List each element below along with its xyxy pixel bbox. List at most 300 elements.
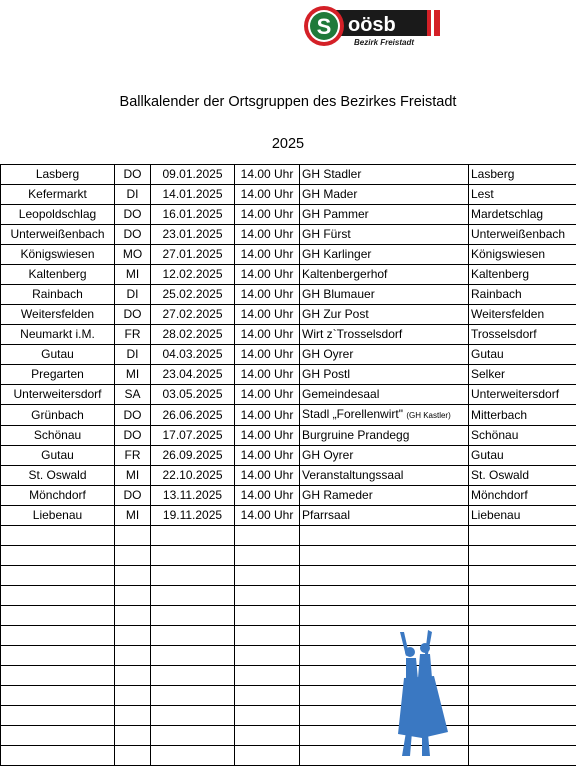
weekday-cell-text: DO: [123, 227, 142, 241]
logo-subtitle: Bezirk Freistadt: [354, 38, 415, 47]
venue-note-text: (GH Kastler): [406, 411, 451, 420]
venue-cell: [300, 385, 469, 405]
venue-cell-text: Pfarrsaal: [302, 508, 351, 522]
place-cell: [1, 225, 115, 245]
venue-cell-text: Gemeindesaal: [302, 387, 380, 401]
time-cell: [235, 165, 300, 185]
place-cell: [1, 345, 115, 365]
venue-cell-text: GH Rameder: [302, 488, 373, 502]
time-cell: [235, 385, 300, 405]
venue-location-cell-text: Mitterbach: [471, 407, 528, 422]
empty-cell: [235, 606, 300, 626]
time-cell-text: 14.00 Uhr: [240, 327, 294, 341]
weekday-cell: [115, 426, 151, 446]
venue-location-cell: [469, 405, 576, 426]
date-cell-text: 19.11.2025: [162, 508, 223, 522]
event-row: [1, 285, 576, 305]
empty-cell: [469, 746, 576, 766]
venue-cell-text: Stadl „Forellenwirt": [302, 407, 403, 421]
event-row: [1, 165, 576, 185]
venue-location-cell-text: Unterweißenbach: [471, 227, 566, 241]
date-cell: [151, 426, 235, 446]
time-cell-text: 14.00 Uhr: [240, 207, 294, 221]
event-row: [1, 205, 576, 225]
weekday-cell-text: DO: [123, 428, 142, 442]
date-cell-text: 26.09.2025: [162, 448, 223, 462]
weekday-cell-text: MI: [125, 267, 140, 281]
weekday-cell: [115, 265, 151, 285]
empty-cell: [151, 666, 235, 686]
place-cell-text: Schönau: [33, 428, 82, 442]
venue-location-cell-text: Kaltenberg: [471, 267, 530, 281]
place-cell: [1, 486, 115, 506]
time-cell: [235, 466, 300, 486]
empty-cell: [469, 706, 576, 726]
venue-cell-text: GH Karlinger: [302, 247, 372, 261]
weekday-cell-text: FR: [124, 327, 141, 341]
time-cell: [235, 446, 300, 466]
empty-cell: [300, 606, 469, 626]
empty-cell: [151, 566, 235, 586]
venue-cell-text: GH Oyrer: [302, 347, 354, 361]
empty-cell: [115, 526, 151, 546]
event-row: [1, 466, 576, 486]
time-cell: [235, 245, 300, 265]
event-row: [1, 245, 576, 265]
weekday-cell: [115, 165, 151, 185]
event-row: [1, 345, 576, 365]
date-cell-text: 26.06.2025: [162, 407, 223, 422]
venue-cell-text: GH Oyrer: [302, 448, 354, 462]
venue-location-cell: [469, 365, 576, 385]
place-cell: [1, 405, 115, 426]
venue-location-cell-text: Liebenau: [471, 508, 521, 522]
time-cell-text: 14.00 Uhr: [240, 247, 294, 261]
weekday-cell: [115, 405, 151, 426]
date-cell-text: 28.02.2025: [162, 327, 223, 341]
page-title: Ballkalender der Ortsgruppen des Bezirkes Freistadt: [119, 94, 457, 110]
place-cell: [1, 506, 115, 526]
place-cell-text: Kefermarkt: [28, 187, 87, 201]
place-cell-text: St. Oswald: [28, 468, 87, 482]
venue-location-cell-text: Mönchdorf: [471, 488, 528, 502]
venue-location-cell-text: Selker: [471, 367, 506, 381]
empty-cell: [115, 726, 151, 746]
time-cell-text: 14.00 Uhr: [240, 187, 294, 201]
empty-row: [1, 586, 576, 606]
date-cell: [151, 446, 235, 466]
weekday-cell-text: MI: [125, 508, 140, 522]
venue-cell-text: GH Mader: [302, 187, 358, 201]
empty-cell: [235, 526, 300, 546]
date-cell: [151, 385, 235, 405]
empty-cell: [235, 626, 300, 646]
place-cell: [1, 466, 115, 486]
event-row: [1, 486, 576, 506]
place-cell-text: Pregarten: [31, 367, 84, 381]
time-cell-text: 14.00 Uhr: [240, 407, 294, 422]
date-cell: [151, 165, 235, 185]
venue-cell-text: GH Blumauer: [302, 287, 375, 301]
date-cell: [151, 365, 235, 385]
empty-cell: [235, 686, 300, 706]
date-cell-text: 14.01.2025: [162, 187, 223, 201]
time-cell: [235, 365, 300, 385]
time-cell-text: 14.00 Uhr: [240, 367, 294, 381]
weekday-cell-text: FR: [124, 448, 141, 462]
weekday-cell-text: MO: [122, 247, 143, 261]
venue-cell: [300, 426, 469, 446]
date-cell-text: 27.02.2025: [162, 307, 223, 321]
weekday-cell-text: DO: [123, 307, 142, 321]
event-row: [1, 265, 576, 285]
place-cell: [1, 245, 115, 265]
empty-row: [1, 726, 576, 746]
weekday-cell: [115, 385, 151, 405]
empty-cell: [151, 526, 235, 546]
event-row: [1, 446, 576, 466]
empty-cell: [115, 546, 151, 566]
venue-location-cell: [469, 265, 576, 285]
empty-cell: [151, 606, 235, 626]
place-cell-text: Unterweitersdorf: [13, 387, 102, 401]
venue-cell-text: GH Fürst: [302, 227, 351, 241]
calendar-body: [1, 165, 576, 766]
date-cell-text: 03.05.2025: [162, 387, 223, 401]
date-cell: [151, 486, 235, 506]
empty-cell: [469, 566, 576, 586]
empty-cell: [115, 646, 151, 666]
date-cell-text: 13.11.2025: [162, 488, 223, 502]
venue-cell-text: Veranstaltungssaal: [302, 468, 404, 482]
time-cell-text: 14.00 Uhr: [240, 488, 294, 502]
place-cell: [1, 426, 115, 446]
place-cell: [1, 205, 115, 225]
logo-brand: oösb: [348, 14, 396, 36]
time-cell-text: 14.00 Uhr: [240, 267, 294, 281]
ball-calendar-table: [0, 164, 576, 766]
venue-cell: [300, 486, 469, 506]
weekday-cell-text: DI: [126, 287, 139, 301]
empty-cell: [235, 746, 300, 766]
empty-cell: [1, 706, 115, 726]
venue-cell: [300, 466, 469, 486]
venue-location-cell: [469, 205, 576, 225]
weekday-cell: [115, 506, 151, 526]
empty-cell: [300, 526, 469, 546]
place-cell-text: Unterweißenbach: [10, 227, 105, 241]
place-cell-text: Königswiesen: [20, 247, 95, 261]
empty-cell: [300, 586, 469, 606]
empty-cell: [115, 566, 151, 586]
empty-cell: [469, 646, 576, 666]
venue-cell-text: GH Postl: [302, 367, 351, 381]
empty-cell: [1, 566, 115, 586]
weekday-cell-text: MI: [125, 367, 140, 381]
time-cell-text: 14.00 Uhr: [240, 468, 294, 482]
empty-cell: [235, 546, 300, 566]
logo-letter: S: [316, 14, 332, 39]
date-cell-text: 22.10.2025: [162, 468, 223, 482]
weekday-cell: [115, 245, 151, 265]
empty-cell: [469, 546, 576, 566]
venue-cell: [300, 365, 469, 385]
empty-row: [1, 546, 576, 566]
date-cell: [151, 506, 235, 526]
date-cell-text: 23.01.2025: [162, 227, 223, 241]
place-cell: [1, 446, 115, 466]
empty-row: [1, 606, 576, 626]
venue-location-cell: [469, 305, 576, 325]
empty-cell: [300, 566, 469, 586]
time-cell: [235, 305, 300, 325]
weekday-cell-text: DO: [123, 167, 142, 181]
empty-cell: [469, 526, 576, 546]
venue-cell: [300, 325, 469, 345]
empty-cell: [151, 726, 235, 746]
event-row: [1, 325, 576, 345]
empty-row: [1, 746, 576, 766]
venue-cell: [300, 405, 469, 426]
venue-cell: [300, 446, 469, 466]
empty-cell: [115, 666, 151, 686]
venue-location-cell: [469, 285, 576, 305]
empty-cell: [469, 686, 576, 706]
venue-location-cell-text: Rainbach: [471, 287, 522, 301]
venue-cell-text: Kaltenbergerhof: [302, 267, 388, 281]
empty-cell: [235, 726, 300, 746]
time-cell-text: 14.00 Uhr: [240, 287, 294, 301]
empty-cell: [469, 726, 576, 746]
venue-location-cell: [469, 185, 576, 205]
empty-cell: [235, 646, 300, 666]
date-cell: [151, 466, 235, 486]
empty-cell: [235, 666, 300, 686]
time-cell: [235, 405, 300, 426]
empty-cell: [151, 626, 235, 646]
empty-cell: [1, 646, 115, 666]
date-cell-text: 23.04.2025: [162, 367, 223, 381]
venue-location-cell: [469, 385, 576, 405]
venue-location-cell-text: Gutau: [471, 347, 504, 361]
venue-cell: [300, 305, 469, 325]
weekday-cell: [115, 205, 151, 225]
empty-row: [1, 626, 576, 646]
place-cell-text: Weitersfelden: [20, 307, 95, 321]
time-cell: [235, 205, 300, 225]
empty-cell: [151, 646, 235, 666]
event-row: [1, 305, 576, 325]
venue-location-cell-text: Trosselsdorf: [471, 327, 537, 341]
date-cell: [151, 265, 235, 285]
venue-location-cell-text: Unterweitersdorf: [471, 387, 560, 401]
venue-location-cell: [469, 245, 576, 265]
time-cell: [235, 185, 300, 205]
time-cell-text: 14.00 Uhr: [240, 347, 294, 361]
date-cell: [151, 245, 235, 265]
empty-cell: [469, 586, 576, 606]
date-cell: [151, 205, 235, 225]
date-cell: [151, 285, 235, 305]
venue-location-cell-text: Lasberg: [471, 167, 515, 181]
empty-cell: [151, 686, 235, 706]
venue-location-cell-text: Gutau: [471, 448, 504, 462]
empty-cell: [151, 706, 235, 726]
time-cell-text: 14.00 Uhr: [240, 227, 294, 241]
venue-location-cell-text: Königswiesen: [471, 247, 546, 261]
venue-cell-text: GH Zur Post: [302, 307, 369, 321]
place-cell-text: Neumarkt i.M.: [20, 327, 95, 341]
venue-cell: [300, 345, 469, 365]
empty-cell: [235, 566, 300, 586]
time-cell: [235, 285, 300, 305]
empty-cell: [115, 586, 151, 606]
weekday-cell: [115, 446, 151, 466]
weekday-cell: [115, 185, 151, 205]
weekday-cell-text: DI: [126, 187, 139, 201]
place-cell-text: Rainbach: [32, 287, 83, 301]
date-cell: [151, 305, 235, 325]
empty-cell: [1, 586, 115, 606]
event-row: [1, 506, 576, 526]
empty-cell: [469, 606, 576, 626]
place-cell: [1, 365, 115, 385]
time-cell: [235, 426, 300, 446]
empty-row: [1, 686, 576, 706]
date-cell: [151, 345, 235, 365]
time-cell: [235, 265, 300, 285]
date-cell-text: 17.07.2025: [162, 428, 223, 442]
weekday-cell: [115, 466, 151, 486]
place-cell: [1, 385, 115, 405]
empty-row: [1, 666, 576, 686]
empty-cell: [151, 586, 235, 606]
date-cell-text: 27.01.2025: [162, 247, 223, 261]
event-row: [1, 385, 576, 405]
time-cell-text: 14.00 Uhr: [240, 428, 294, 442]
time-cell: [235, 345, 300, 365]
time-cell-text: 14.00 Uhr: [240, 508, 294, 522]
venue-cell: [300, 245, 469, 265]
weekday-cell: [115, 365, 151, 385]
weekday-cell-text: DO: [123, 488, 142, 502]
empty-cell: [115, 686, 151, 706]
empty-cell: [1, 686, 115, 706]
place-cell: [1, 285, 115, 305]
weekday-cell: [115, 285, 151, 305]
venue-location-cell: [469, 165, 576, 185]
place-cell-text: Gutau: [41, 347, 74, 361]
time-cell-text: 14.00 Uhr: [240, 387, 294, 401]
place-cell-text: Lasberg: [35, 167, 80, 181]
date-cell-text: 09.01.2025: [162, 167, 223, 181]
empty-cell: [115, 746, 151, 766]
weekday-cell: [115, 325, 151, 345]
place-cell-text: Kaltenberg: [28, 267, 87, 281]
date-cell-text: 16.01.2025: [162, 207, 223, 221]
empty-cell: [1, 746, 115, 766]
venue-location-cell-text: Mardetschlag: [471, 207, 544, 221]
venue-location-cell: [469, 225, 576, 245]
event-row: [1, 225, 576, 245]
venue-location-cell: [469, 466, 576, 486]
empty-cell: [115, 626, 151, 646]
empty-cell: [1, 666, 115, 686]
venue-cell: [300, 285, 469, 305]
weekday-cell-text: DI: [126, 347, 139, 361]
venue-location-cell: [469, 486, 576, 506]
time-cell-text: 14.00 Uhr: [240, 167, 294, 181]
venue-cell-text: GH Stadler: [302, 167, 362, 181]
empty-cell: [235, 586, 300, 606]
oesb-logo: [302, 4, 442, 48]
venue-location-cell: [469, 446, 576, 466]
place-cell: [1, 165, 115, 185]
venue-cell-text: Burgruine Prandegg: [302, 428, 410, 442]
place-cell-text: Grünbach: [31, 407, 84, 422]
empty-row: [1, 646, 576, 666]
empty-row: [1, 566, 576, 586]
venue-cell: [300, 205, 469, 225]
date-cell-text: 04.03.2025: [162, 347, 223, 361]
place-cell: [1, 265, 115, 285]
event-row: [1, 426, 576, 446]
time-cell: [235, 225, 300, 245]
venue-location-cell-text: St. Oswald: [471, 468, 530, 482]
weekday-cell: [115, 345, 151, 365]
place-cell-text: Liebenau: [32, 508, 83, 522]
date-cell: [151, 325, 235, 345]
venue-cell: [300, 225, 469, 245]
weekday-cell: [115, 225, 151, 245]
weekday-cell-text: DO: [123, 207, 142, 221]
date-cell-text: 25.02.2025: [162, 287, 223, 301]
weekday-cell-text: DO: [123, 407, 142, 422]
empty-cell: [1, 546, 115, 566]
venue-cell: [300, 165, 469, 185]
venue-location-cell-text: Lest: [471, 187, 494, 201]
place-cell: [1, 305, 115, 325]
venue-location-cell-text: Schönau: [471, 428, 519, 442]
venue-location-cell: [469, 506, 576, 526]
date-cell-text: 12.02.2025: [162, 267, 223, 281]
year-title: 2025: [271, 136, 305, 152]
time-cell-text: 14.00 Uhr: [240, 307, 294, 321]
date-cell: [151, 185, 235, 205]
empty-cell: [235, 706, 300, 726]
empty-cell: [115, 706, 151, 726]
venue-location-cell: [469, 325, 576, 345]
empty-row: [1, 526, 576, 546]
empty-cell: [1, 606, 115, 626]
place-cell-text: Mönchdorf: [29, 488, 86, 502]
venue-cell: [300, 185, 469, 205]
venue-location-cell: [469, 345, 576, 365]
event-row: [1, 185, 576, 205]
empty-cell: [1, 626, 115, 646]
time-cell: [235, 506, 300, 526]
empty-row: [1, 706, 576, 726]
time-cell-text: 14.00 Uhr: [240, 448, 294, 462]
empty-cell: [300, 546, 469, 566]
venue-location-cell: [469, 426, 576, 446]
place-cell-text: Leopoldschlag: [18, 207, 97, 221]
time-cell: [235, 325, 300, 345]
venue-cell-text: Wirt z`Trosselsdorf: [302, 327, 403, 341]
empty-cell: [151, 546, 235, 566]
empty-cell: [469, 626, 576, 646]
weekday-cell: [115, 486, 151, 506]
